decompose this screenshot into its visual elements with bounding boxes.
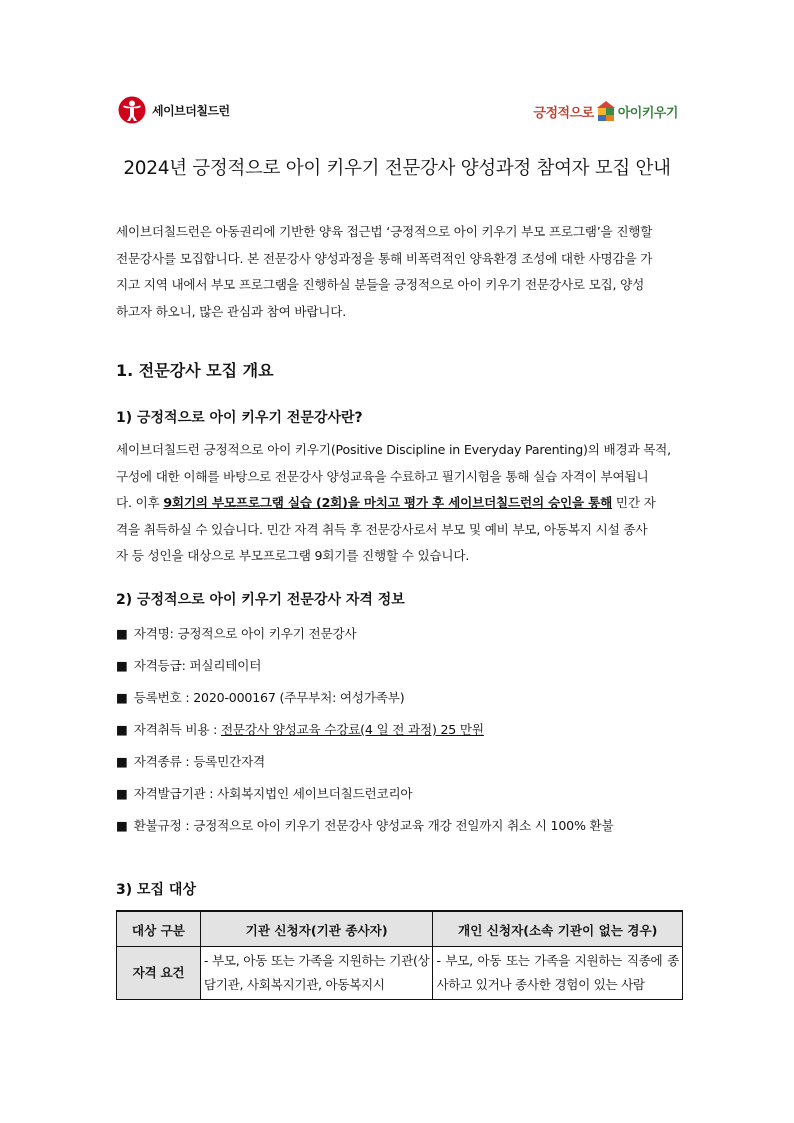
qualification-text: 자격발급기관 : 사회복지법인 세이브더칠드런코리아	[133, 786, 413, 801]
body-line: 자 등 성인을 대상으로 부모프로그램 9회기를 진행할 수 있습니다.	[116, 548, 470, 564]
intro-line: 세이브더칠드런은 아동권리에 기반한 양육 접근법 ‘긍정적으로 아이 키우기 부모 프로그램’을 진행할	[116, 224, 653, 239]
subsection-1-body	[116, 437, 681, 570]
positive-parenting-logo-part2: 아이키우기	[617, 105, 678, 121]
positive-parenting-logo-part1: 긍정적으로	[533, 105, 594, 121]
subsection-1-heading: 1) 긍정적으로 아이 키우기 전문강사란?	[116, 410, 363, 426]
recruitment-target-table	[116, 910, 683, 1000]
table-header-cell: 개인 신청자(소속 기관이 없는 경우)	[433, 911, 683, 947]
body-text: 다. 이후	[116, 495, 164, 511]
cost-text: 전문강사 양성교육 수강료(4 일 전 과정) 25 만원	[220, 722, 484, 737]
body-line: 격을 취득하실 수 있습니다. 민간 자격 취득 후 전문강사로서 부모 및 예비 부모, 아동복지 시설 종사	[116, 521, 648, 537]
square-bullet-icon: ■	[116, 754, 128, 769]
qualification-text: 환불규정 : 긍정적으로 아이 키우기 전문강사 양성교육 개강 전일까지 취소 시 100% 환불	[133, 818, 614, 833]
save-the-children-logo-text: 세이브더칠드런	[152, 103, 230, 118]
square-bullet-icon: ■	[116, 786, 128, 801]
square-bullet-icon: ■	[116, 626, 128, 641]
qualification-item	[116, 687, 404, 706]
subsection-2-heading: 2) 긍정적으로 아이 키우기 전문강사 자격 정보	[116, 592, 405, 608]
save-the-children-logo	[118, 96, 230, 124]
house-blocks-icon	[596, 100, 616, 122]
qualification-item	[116, 815, 613, 834]
square-bullet-icon: ■	[116, 658, 128, 673]
page-title: 2024년 긍정적으로 아이 키우기 전문강사 양성과정 참여자 모집 안내	[123, 158, 671, 179]
positive-parenting-logo	[533, 100, 678, 122]
square-bullet-icon: ■	[116, 818, 128, 833]
qualification-item	[116, 719, 484, 738]
intro-line: 하고자 하오니, 많은 관심과 참여 바랍니다.	[116, 303, 347, 319]
qualification-item	[116, 655, 261, 674]
body-text: 민간 자	[612, 495, 656, 511]
table-header-cell: 기관 신청자(기관 종사자)	[200, 911, 433, 947]
body-line: 세이브더칠드런 긍정적으로 아이 키우기(Positive Discipline in Everyday Parenting)의 배경과 목적,	[116, 442, 671, 457]
intro-line: 지고 지역 내에서 부모 프로그램을 진행하실 분들을 긍정적으로 아이 키우기 전문강사로 모집, 양성	[116, 277, 645, 293]
square-bullet-icon: ■	[116, 722, 128, 737]
intro-paragraph	[116, 219, 681, 325]
emphasized-requirement: 9회기의 부모프로그램 실습 (2회)을 마치고 평가 후 세이브더칠드런의 승인을 통해	[163, 495, 613, 511]
table-cell: - 부모, 아동 또는 가족을 지원하는 직종에 종사하고 있거나 종사한 경험이 있는 사람	[433, 947, 683, 1000]
qualification-item	[116, 751, 265, 770]
table-header-row	[117, 911, 683, 947]
qualification-text: 자격종류 : 등록민간자격	[133, 754, 266, 769]
body-line	[116, 490, 681, 517]
section-1-heading: 1. 전문강사 모집 개요	[116, 361, 274, 380]
qualification-text: 자격취득 비용 :	[133, 722, 221, 737]
qualification-item	[116, 623, 356, 642]
qualification-text: 등록번호 : 2020-000167 (주무부처: 여성가족부)	[133, 690, 405, 705]
table-row	[117, 947, 683, 1000]
qualification-text: 자격등급: 퍼실리테이터	[133, 658, 262, 673]
body-line: 구성에 대한 이해를 바탕으로 전문강사 양성교육을 수료하고 필기시험을 통해 실습 자격이 부여됩니	[116, 468, 649, 484]
subsection-3-heading: 3) 모집 대상	[116, 882, 196, 898]
table-header-cell: 대상 구분	[117, 911, 201, 947]
qualification-text: 자격명: 긍정적으로 아이 키우기 전문강사	[133, 626, 357, 641]
qualification-item	[116, 783, 412, 802]
table-cell: - 부모, 아동 또는 가족을 지원하는 기관(상담기관, 사회복지기관, 아동복지시	[200, 947, 433, 1000]
table-row-label: 자격 요건	[117, 947, 201, 1000]
save-the-children-mark-icon	[118, 96, 146, 124]
intro-line: 전문강사를 모집합니다. 본 전문강사 양성과정을 통해 비폭력적인 양육환경 조성에 대한 사명감을 가	[116, 250, 653, 266]
square-bullet-icon: ■	[116, 690, 128, 705]
